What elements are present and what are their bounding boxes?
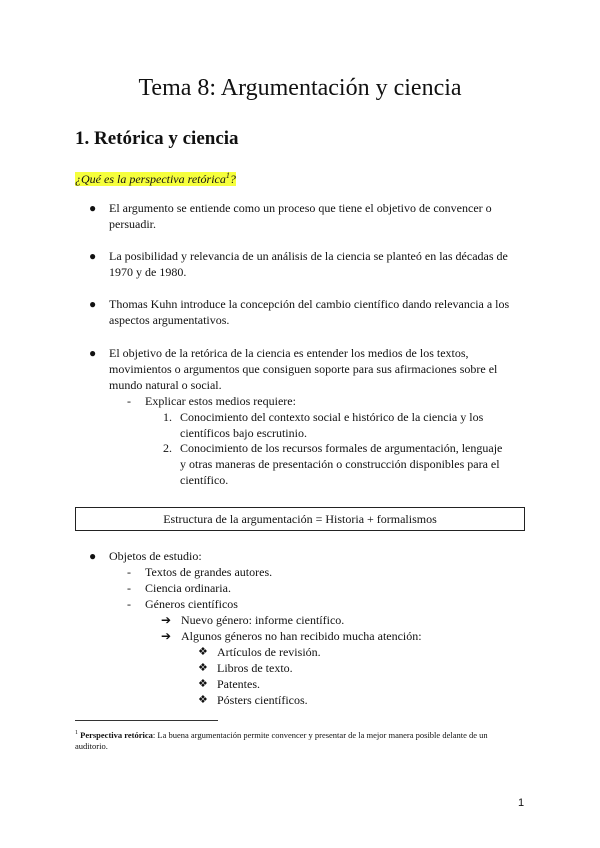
footnote-term: Perspectiva retórica (80, 729, 153, 740)
diamond-bullet-icon: ❖ (198, 678, 208, 690)
dash-icon: - (127, 394, 131, 408)
document-title: Tema 8: Argumentación y ciencia (138, 75, 462, 101)
sub-item-text: Textos de grandes autores. (145, 565, 273, 579)
bullet-text: La posibilidad y relevancia de un análisis de la ciencia se planteó en las décadas de 1970 y de 1980. (109, 249, 508, 279)
numbered-text: Conocimiento de los recursos formales de argumentación, lenguaje y otras maneras de presentación o construcción disponibles para el científico. (180, 441, 503, 487)
genre-text: Artículos de revisión. (217, 645, 321, 659)
item-number: 2. (163, 441, 172, 455)
footnote-separator (75, 720, 218, 721)
diamond-bullet-icon: ❖ (198, 662, 208, 674)
question-text: ¿Qué es la perspectiva retórica (75, 172, 226, 186)
sub-item-text: Géneros científicos (145, 597, 238, 611)
footnote-number: 1 (75, 730, 78, 736)
arrow-right-icon: ➔ (161, 613, 172, 627)
dash-icon: - (127, 597, 131, 611)
genre-text: Libros de texto. (217, 661, 293, 675)
item-number: 1. (163, 410, 172, 424)
bullet-dot-icon: ● (89, 249, 97, 263)
diamond-bullet-icon: ❖ (198, 694, 208, 706)
bullet-text: El objetivo de la retórica de la ciencia es entender los medios de los textos, movimientos o argumentos que consiguen soporte para sus afirmaciones sobre el mundo natural o social. (109, 346, 498, 392)
section-heading: 1. Retórica y ciencia (75, 128, 239, 149)
numbered-text: Conocimiento del contexto social e histórico de la ciencia y los científicos bajo escrutinio. (180, 410, 484, 440)
sub-item-text: Ciencia ordinaria. (145, 581, 231, 595)
bullet-dot-icon: ● (89, 297, 97, 311)
bullet-text: Thomas Kuhn introduce la concepción del cambio científico dando relevancia a los aspectos argumentativos. (109, 297, 510, 327)
arrow-item-text: Nuevo género: informe científico. (181, 613, 345, 627)
question-highlight (75, 172, 236, 186)
dash-icon: - (127, 565, 131, 579)
bullet-text: Objetos de estudio: (109, 549, 202, 563)
question-end: ? (229, 172, 236, 186)
summary-box: Estructura de la argumentación = Historia + formalismos (75, 507, 525, 531)
footnote-text: : La buena argumentación permite convencer y presentar de la mejor manera posible delante de un auditorio. (75, 729, 488, 751)
bullet-dot-icon: ● (89, 346, 97, 360)
genre-text: Pósters científicos. (217, 693, 308, 707)
arrow-right-icon: ➔ (161, 629, 172, 643)
dash-icon: - (127, 581, 131, 595)
bullet-dot-icon: ● (89, 549, 97, 563)
question-heading (75, 168, 236, 187)
page-number: 1 (518, 797, 525, 809)
bullet-text: El argumento se entiende como un proceso que tiene el objetivo de convencer o persuadir. (109, 201, 492, 231)
genre-text: Patentes. (217, 677, 260, 691)
footnote (75, 728, 515, 752)
footnote-ref[interactable]: 1 (225, 171, 230, 180)
sub-item-text: Explicar estos medios requiere: (145, 394, 296, 408)
bullet-dot-icon: ● (89, 201, 97, 215)
diamond-bullet-icon: ❖ (198, 646, 208, 658)
arrow-item-text: Algunos géneros no han recibido mucha atención: (181, 629, 422, 643)
